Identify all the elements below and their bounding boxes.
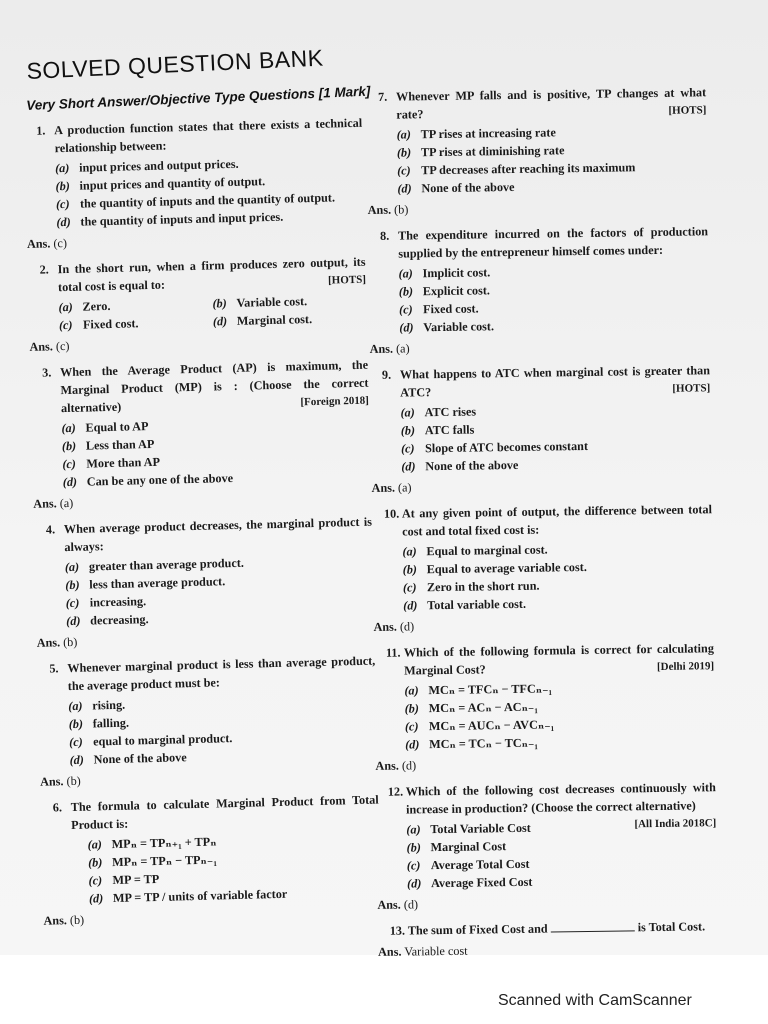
answer xyxy=(373,613,713,636)
right-column xyxy=(366,83,718,969)
answer-label: Ans. xyxy=(33,496,57,511)
question-tag: [All India 2018C] xyxy=(634,817,717,831)
question-stem xyxy=(24,114,363,158)
question-number: 1. xyxy=(36,123,46,138)
question-text xyxy=(400,361,710,401)
answer xyxy=(377,891,717,914)
option-text: Equal to AP xyxy=(85,419,149,435)
option-text: Average Total Cost xyxy=(430,856,530,873)
question-number: 2. xyxy=(39,262,49,277)
question-text xyxy=(404,639,714,679)
answer-label: Ans. xyxy=(377,944,402,959)
option-letter: (b) xyxy=(402,562,418,577)
option-letter: (b) xyxy=(396,145,412,160)
question-text-after: is Total Cost. xyxy=(637,919,706,935)
option-letter: (c) xyxy=(402,580,417,595)
answer xyxy=(368,196,708,219)
option-list xyxy=(397,121,708,197)
option-text: MP = TP / units of variable factor xyxy=(112,886,288,906)
question-number: 7. xyxy=(378,89,388,104)
question-text-body: Which of the following formula is correct for calculating Marginal Cost? xyxy=(403,641,714,678)
option-letter: (a) xyxy=(64,559,80,575)
option-list xyxy=(55,152,365,232)
answer-label: Ans. xyxy=(39,774,64,789)
question-block xyxy=(24,114,365,253)
section-subtitle: Very Short Answer/Objective Type Questions [1 Mark] xyxy=(26,83,371,113)
option-letter: (b) xyxy=(406,840,421,855)
answer xyxy=(378,938,718,961)
answer-label: Ans. xyxy=(29,339,54,354)
question-text-before: The sum of Fixed Cost and xyxy=(407,921,548,938)
option-text: Can be any one of the above xyxy=(86,471,234,489)
option-letter: (d) xyxy=(401,459,416,474)
question-block xyxy=(366,83,708,219)
fill-in-blank xyxy=(551,918,635,932)
option-letter: (a) xyxy=(398,266,413,281)
option-text: Total variable cost. xyxy=(427,596,527,613)
option-letter: (b) xyxy=(400,423,416,438)
option-letter: (a) xyxy=(396,127,411,142)
option-text: input prices and output prices. xyxy=(78,156,239,175)
answer xyxy=(370,335,710,358)
option-text: rising. xyxy=(92,697,126,713)
option-text: None of the above xyxy=(93,750,187,767)
option-text: the quantity of inputs and input prices. xyxy=(80,209,284,229)
option xyxy=(407,870,717,892)
option-text: TP rises at diminishing rate xyxy=(420,143,565,160)
question-stem xyxy=(37,652,376,696)
answer-value: (b) xyxy=(394,202,409,217)
answer-label: Ans. xyxy=(371,480,396,495)
option-text: Zero. xyxy=(82,298,111,314)
question-stem xyxy=(27,253,366,297)
option-letter: (b) xyxy=(65,577,80,593)
option-letter: (c) xyxy=(58,317,73,333)
question-stem xyxy=(372,500,712,541)
question-text: The expenditure incurred on the factors of production supplied by the entrepreneur himself comes under: xyxy=(397,224,709,261)
option-text: increasing. xyxy=(89,594,147,610)
option-text: None of the above xyxy=(421,179,515,196)
option-letter: (a) xyxy=(87,837,103,852)
question-tag: [Delhi 2019] xyxy=(656,660,715,673)
option-text: Equal to average variable cost. xyxy=(426,559,587,577)
option-text: MCₙ = TFCₙ − TFCₙ₋₁ xyxy=(428,681,553,698)
page-title: SOLVED QUESTION BANK xyxy=(26,44,325,84)
question-number: 12. xyxy=(387,784,404,799)
question-number: 6. xyxy=(52,800,63,815)
option-text: Equal to marginal cost. xyxy=(426,542,548,559)
question-text: A production function states that there exists a technical relationship between: xyxy=(54,115,363,156)
option xyxy=(401,453,711,475)
option-text: the quantity of inputs and the quantity of output. xyxy=(79,190,336,211)
option-text: input prices and quantity of output. xyxy=(79,174,266,193)
left-column xyxy=(24,114,382,938)
option-text: falling. xyxy=(92,715,130,731)
question-block xyxy=(376,778,718,914)
option-letter: (b) xyxy=(55,178,70,194)
option-letter: (b) xyxy=(87,855,103,870)
option-list xyxy=(68,690,378,770)
option-letter: (c) xyxy=(68,734,83,750)
option-list xyxy=(61,412,371,492)
question-number: 10. xyxy=(383,506,400,521)
option-text: equal to marginal product. xyxy=(92,731,233,749)
question-block xyxy=(372,500,714,636)
option-text: Less than AP xyxy=(85,436,155,453)
question-text: Whenever marginal product is less than average product, the average product must be: xyxy=(67,653,376,694)
answer-value: (a) xyxy=(395,341,410,356)
option-text: MCₙ = ACₙ − ACₙ₋₁ xyxy=(428,699,539,716)
option xyxy=(213,309,367,331)
question-number: 13. xyxy=(389,923,406,938)
question-text: When average product decreases, the marginal product is always: xyxy=(63,514,373,555)
option-text: TP decreases after reaching its maximum xyxy=(421,160,636,178)
answer-label: Ans. xyxy=(26,236,51,251)
option-letter: (c) xyxy=(55,196,70,212)
option-text: Total Variable Cost xyxy=(430,820,531,837)
option-letter: (a) xyxy=(400,405,415,420)
option-text: MCₙ = TCₙ − TCₙ₋₁ xyxy=(429,735,539,752)
question-block xyxy=(37,652,378,791)
option xyxy=(397,175,707,197)
option-list xyxy=(87,829,381,908)
question-text-body: Which of the following cost decreases continuously with increase in production? (Choose the correct alternative) xyxy=(405,780,716,817)
question-text-body: In the short run, when a firm produces zero output, its total cost is equal to: xyxy=(57,254,366,295)
option xyxy=(399,314,709,336)
option-letter: (d) xyxy=(62,474,78,490)
option-list xyxy=(400,399,711,475)
option-letter: (d) xyxy=(69,752,84,768)
option-letter: (c) xyxy=(397,163,411,178)
option-list xyxy=(398,260,709,336)
option-text: MPₙ = TPₙ₊₁ + TPₙ xyxy=(111,834,217,852)
question-stem xyxy=(34,513,373,557)
option xyxy=(403,592,713,614)
option-letter: (a) xyxy=(54,160,70,176)
option-letter: (a) xyxy=(61,420,76,436)
option-text: greater than average product. xyxy=(88,555,245,574)
question-number: 4. xyxy=(45,522,56,537)
question-stem xyxy=(366,83,706,124)
option-letter: (d) xyxy=(403,598,418,613)
question-text-body: Whenever MP falls and is positive, TP changes at what rate? xyxy=(396,85,707,122)
question-block xyxy=(378,917,719,961)
answer-label: Ans. xyxy=(373,619,397,634)
option-list xyxy=(65,551,375,631)
option-letter: (b) xyxy=(212,296,227,311)
question-text xyxy=(396,83,706,123)
option-text: Variable cost. xyxy=(423,319,495,335)
question-text xyxy=(60,356,369,418)
option-letter: (b) xyxy=(68,716,84,732)
answer-value: (b) xyxy=(69,912,85,928)
option-text: decreasing. xyxy=(90,612,149,628)
answer-value: (c) xyxy=(55,338,70,354)
option-letter: (d) xyxy=(212,314,228,329)
question-number: 5. xyxy=(49,661,59,676)
option-list xyxy=(406,816,717,892)
question-block xyxy=(370,361,712,497)
question-tag: [HOTS] xyxy=(668,104,707,117)
question-text: At any given point of output, the difference between total cost and total fixed cost is: xyxy=(401,502,713,539)
option-text: MP = TP xyxy=(112,871,160,888)
answer-value: (b) xyxy=(66,773,81,789)
answer-value: (d) xyxy=(403,897,419,912)
answer-label: Ans. xyxy=(36,635,61,650)
question-text xyxy=(57,253,366,297)
answer-label: Ans. xyxy=(43,913,68,928)
question-number: 8. xyxy=(379,228,390,243)
option-text: Explicit cost. xyxy=(422,283,490,299)
answer-value: (a) xyxy=(397,480,412,495)
option-letter: (b) xyxy=(398,284,414,299)
option-letter: (d) xyxy=(405,737,420,752)
option-letter: (b) xyxy=(404,701,419,716)
question-text: The formula to calculate Marginal Product from Total Product is: xyxy=(70,792,379,833)
option-letter: (d) xyxy=(56,214,71,230)
option-letter: (a) xyxy=(58,299,73,315)
option-text: Implicit cost. xyxy=(422,265,491,281)
option-list xyxy=(58,291,367,335)
option-text: Marginal cost. xyxy=(236,312,313,328)
option-text: Marginal Cost xyxy=(430,839,507,855)
scanner-watermark: Scanned with CamScanner xyxy=(498,992,692,1009)
option-letter: (c) xyxy=(406,858,421,873)
option-text: Fixed cost. xyxy=(82,316,139,332)
option-letter: (c) xyxy=(88,873,103,888)
question-stem xyxy=(374,639,714,680)
option-text: Zero in the short run. xyxy=(426,578,540,595)
option-text: ATC falls xyxy=(424,422,475,438)
option-text: ATC rises xyxy=(424,404,477,420)
answer-value: Variable cost xyxy=(404,943,468,959)
option-letter: (b) xyxy=(61,438,77,454)
question-text-body: When the Average Product (AP) is maximum, the Marginal Product (MP) is : (Choose the correct alternative) xyxy=(59,357,369,416)
answer-label: Ans. xyxy=(367,202,392,217)
option-list xyxy=(402,538,713,614)
question-text xyxy=(408,917,718,939)
option-letter: (d) xyxy=(399,320,414,335)
option-text: More than AP xyxy=(86,454,161,471)
answer-value: (a) xyxy=(59,495,74,511)
option xyxy=(405,731,715,753)
option-letter: (c) xyxy=(404,719,419,734)
option-letter: (a) xyxy=(406,822,421,837)
option-letter: (c) xyxy=(62,456,77,472)
option-letter: (c) xyxy=(398,302,413,317)
option-list xyxy=(404,677,715,753)
option-letter: (a) xyxy=(404,683,419,698)
option-letter: (c) xyxy=(65,595,80,611)
answer xyxy=(371,474,711,497)
question-block xyxy=(30,356,372,513)
answer-value: (c) xyxy=(53,235,68,251)
option-letter: (c) xyxy=(400,441,415,456)
option-text: None of the above xyxy=(425,457,519,474)
answer xyxy=(375,752,715,775)
option-letter: (a) xyxy=(402,544,417,559)
question-block xyxy=(34,513,375,652)
question-tag: [Foreign 2018] xyxy=(300,394,370,409)
answer-value: (d) xyxy=(399,619,415,634)
option-letter: (a) xyxy=(68,698,83,714)
option xyxy=(59,312,213,334)
answer-label: Ans. xyxy=(369,341,394,356)
answer-label: Ans. xyxy=(377,897,401,912)
option-text: Fixed cost. xyxy=(422,301,479,317)
question-text-body: What happens to ATC when marginal cost is greater than ATC? xyxy=(399,363,711,400)
question-number: 3. xyxy=(41,365,52,380)
option-text: less than average product. xyxy=(89,574,226,592)
question-stem xyxy=(41,791,380,835)
question-tag: [HOTS] xyxy=(672,382,711,395)
answer-label: Ans. xyxy=(375,758,399,773)
question-stem xyxy=(30,356,369,418)
option-text: Variable cost. xyxy=(236,294,308,310)
option-text: MCₙ = AUCₙ − AVCₙ₋₁ xyxy=(428,717,555,734)
option-text: Slope of ATC becomes constant xyxy=(424,438,589,456)
question-stem xyxy=(378,917,718,940)
answer-value: (b) xyxy=(62,634,78,650)
question-block xyxy=(374,639,716,775)
question-block xyxy=(27,253,367,356)
question-number: 9. xyxy=(381,367,392,382)
option-letter: (d) xyxy=(407,876,422,891)
option-letter: (d) xyxy=(88,891,104,906)
option-letter: (d) xyxy=(66,613,81,629)
question-tag: [HOTS] xyxy=(327,273,367,287)
question-block xyxy=(41,791,382,930)
option-text: Average Fixed Cost xyxy=(431,874,533,891)
option-letter: (d) xyxy=(397,181,412,196)
question-number: 11. xyxy=(385,645,401,660)
answer-value: (d) xyxy=(401,758,417,773)
question-stem xyxy=(370,361,710,402)
question-block xyxy=(368,222,710,358)
option-text: TP rises at increasing rate xyxy=(420,125,556,142)
question-stem xyxy=(368,222,708,263)
option-text: MPₙ = TPₙ − TPₙ₋₁ xyxy=(111,852,218,870)
